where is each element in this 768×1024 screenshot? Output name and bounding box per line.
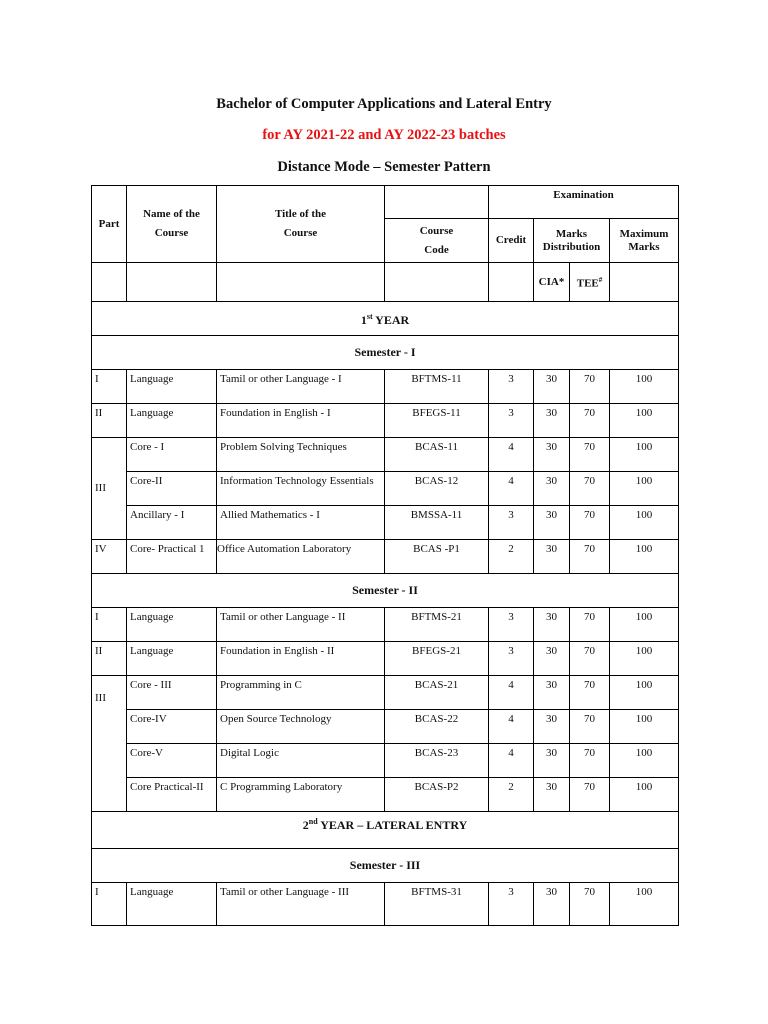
syllabus-table	[91, 185, 679, 926]
semester-band	[92, 574, 679, 608]
table-row: Core-V Digital Logic BCAS-23 4 30 70 100	[92, 744, 679, 778]
course-name-header: Name of the Course	[127, 186, 217, 263]
marks-distribution-header: Marks Distribution	[534, 219, 610, 263]
maximum-marks-header: Maximum Marks	[610, 219, 679, 263]
tee-header: TEE#	[570, 263, 610, 302]
document-title: Bachelor of Computer Applications and Lateral Entry	[216, 96, 552, 112]
mode-heading: Distance Mode – Semester Pattern	[277, 159, 491, 175]
table-row: IV Core- Practical 1 Office Automation Laboratory BCAS -P1 2 30 70 100	[92, 540, 679, 574]
table-row: II Language Foundation in English - II BFEGS-21 3 30 70 100	[92, 642, 679, 676]
semester-band	[92, 849, 679, 883]
table-row: III Core - I Problem Solving Techniques BCAS-11 4 30 70 100	[92, 438, 679, 472]
semester-3-heading: Semester - III	[92, 849, 679, 883]
header-row-1	[92, 186, 679, 219]
semester-band	[92, 336, 679, 370]
table-row: II Language Foundation in English - I BFEGS-11 3 30 70 100	[92, 404, 679, 438]
table-row: Core-IV Open Source Technology BCAS-22 4 30 70 100	[92, 710, 679, 744]
table-row: Core-II Information Technology Essentials BCAS-12 4 30 70 100	[92, 472, 679, 506]
credit-header: Credit	[489, 219, 534, 263]
cia-header: CIA*	[534, 263, 570, 302]
table-row: III Core - III Programming in C BCAS-21 4 30 70 100	[92, 676, 679, 710]
table-row: Ancillary - I Allied Mathematics - I BMSSA-11 3 30 70 100	[92, 506, 679, 540]
part-header: Part	[92, 186, 127, 263]
course-code-header: Course Code	[385, 219, 489, 263]
table-row: I Language Tamil or other Language - II BFTMS-21 3 30 70 100	[92, 608, 679, 642]
year-band	[92, 812, 679, 849]
year-band	[92, 302, 679, 336]
examination-header: Examination	[489, 186, 679, 219]
course-title-header: Title of the Course	[217, 186, 385, 263]
year-2-heading: 2nd YEAR – LATERAL ENTRY	[92, 812, 679, 849]
semester-1-heading: Semester - I	[92, 336, 679, 370]
table-row: Core Practical-II C Programming Laboratory BCAS-P2 2 30 70 100	[92, 778, 679, 812]
table-row: I Language Tamil or other Language - III BFTMS-31 3 30 70 100	[92, 883, 679, 926]
header-row-3	[92, 263, 679, 302]
batch-subtitle: for AY 2021-22 and AY 2022-23 batches	[262, 127, 506, 143]
table-row: I Language Tamil or other Language - I BFTMS-11 3 30 70 100	[92, 370, 679, 404]
semester-2-heading: Semester - II	[92, 574, 679, 608]
year-1-heading: 1st YEAR	[92, 302, 679, 336]
